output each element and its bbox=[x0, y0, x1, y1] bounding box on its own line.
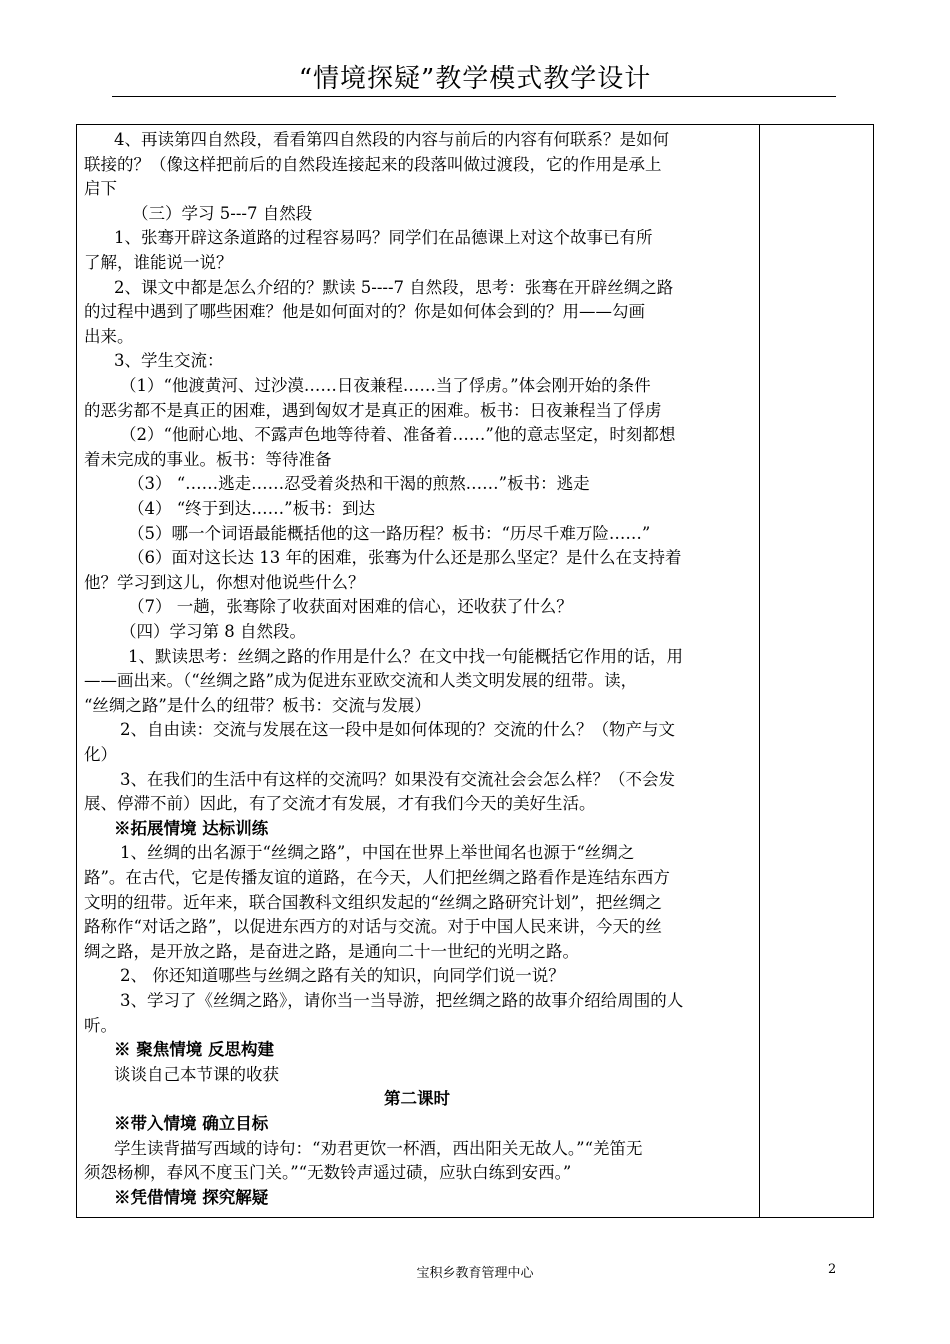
section-heading: ※拓展情境 达标训练 bbox=[114, 818, 269, 838]
header-divider bbox=[112, 96, 836, 97]
text-line: 化） bbox=[84, 745, 117, 764]
text-line: 路称作“对话之路”，以促进东西方的对话与交流。对于中国人民来讲，今天的丝 bbox=[84, 917, 662, 937]
footer-org: 宝积乡教育管理中心 bbox=[416, 1266, 534, 1281]
page-title: “情境探疑”教学模式教学设计 bbox=[298, 64, 652, 94]
text-line: 出来。 bbox=[84, 326, 134, 346]
text-line: 他？学习到这儿，你想对他说些什么？ bbox=[84, 572, 365, 592]
text-line: 绸之路，是开放之路，是奋进之路，是通向二十一世纪的光明之路。 bbox=[84, 941, 579, 961]
text-line: ——画出来。（“丝绸之路”成为促进东亚欧交流和人类文明发展的纽带。读， bbox=[84, 671, 638, 691]
text-line: 学生读背描写西域的诗句：“劝君更饮一杯酒，西出阳关无故人。”“羌笛无 bbox=[114, 1138, 643, 1158]
text-line: 3、学生交流： bbox=[114, 351, 224, 371]
text-line: 的过程中遇到了哪些困难？他是如何面对的？你是如何体会到的？用——勾画 bbox=[84, 302, 645, 322]
section-heading: ※凭借情境 探究解疑 bbox=[114, 1187, 269, 1207]
text-line: 1、默读思考：丝绸之路的作用是什么？在文中找一句能概括它作用的话，用 bbox=[128, 646, 683, 666]
text-line: 2、课文中都是怎么介绍的？默读 5----7 自然段，思考：张骞在开辟丝绸之路 bbox=[114, 277, 674, 297]
text-line: 听。 bbox=[84, 1015, 117, 1035]
text-line: （6）面对这长达 13 年的困难，张骞为什么还是那么坚定？是什么在支持着 bbox=[128, 548, 682, 568]
text-line: “丝绸之路”是什么的纽带？板书：交流与发展） bbox=[84, 695, 431, 715]
lesson-table bbox=[76, 124, 874, 1218]
page-number: 2 bbox=[828, 1262, 837, 1277]
text-line: 启下 bbox=[84, 179, 117, 199]
text-line: 3、学习了《丝绸之路》，请你当一当导游，把丝绸之路的故事介绍给周围的人 bbox=[120, 991, 684, 1010]
text-line: （1）“他渡黄河、过沙漠……日夜兼程……当了俘虏。”体会刚开始的条件 bbox=[120, 376, 651, 395]
text-line: 了解，谁能说一说？ bbox=[84, 253, 233, 272]
text-line: 4、再读第四自然段，看看第四自然段的内容与前后的内容有何联系？是如何 bbox=[114, 130, 669, 149]
text-line: 3、在我们的生活中有这样的交流吗？如果没有交流社会会怎么样？（不会发 bbox=[120, 769, 675, 789]
text-line: 联接的？（像这样把前后的自然段连接起来的段落叫做过渡段，它的作用是承上 bbox=[84, 154, 662, 174]
text-line: 的恶劣都不是真正的困难，遇到匈奴才是真正的困难。板书：日夜兼程当了俘虏 bbox=[84, 400, 662, 420]
text-line: （4） “终于到达……”板书：到达 bbox=[128, 499, 376, 518]
text-line: （3） “……逃走……忍受着炎热和干渴的煎熬……”板书：逃走 bbox=[128, 474, 590, 494]
lesson-period-title: 第二课时 bbox=[384, 1089, 450, 1109]
text-line: 2、 你还知道哪些与丝绸之路有关的知识，向同学们说一说？ bbox=[120, 966, 565, 986]
section-heading: （三）学习 5---7 自然段 bbox=[132, 203, 313, 223]
text-line: 1、张骞开辟这条道路的过程容易吗？同学们在品德课上对这个故事已有所 bbox=[114, 228, 653, 248]
text-line: （5）哪一个词语最能概括他的这一路历程？板书：“历尽千难万险……” bbox=[128, 523, 651, 543]
text-line: 1、丝绸的出名源于“丝绸之路”，中国在世界上举世闻名也源于“丝绸之 bbox=[120, 843, 635, 863]
text-line: 须怨杨柳，春风不度玉门关。”“无数铃声遥过碛，应驮白练到安西。” bbox=[84, 1163, 572, 1183]
text-line: 路”。在古代，它是传播友谊的道路，在今天，人们把丝绸之路看作是连结东西方 bbox=[84, 868, 670, 887]
text-line: 谈谈自己本节课的收获 bbox=[114, 1064, 279, 1084]
notes-column-divider bbox=[759, 125, 760, 1217]
text-line: 展、停滞不前）因此，有了交流才有发展，才有我们今天的美好生活。 bbox=[84, 794, 596, 814]
section-heading: ※ 聚焦情境 反思构建 bbox=[114, 1040, 274, 1060]
section-heading: ※带入情境 确立目标 bbox=[114, 1114, 269, 1133]
text-line: 2、自由读：交流与发展在这一段中是如何体现的？交流的什么？（物产与文 bbox=[120, 720, 675, 740]
section-heading: （四）学习第 8 自然段。 bbox=[120, 622, 306, 641]
text-line: 文明的纽带。近年来，联合国教科文组织发起的“丝绸之路研究计划”，把丝绸之 bbox=[84, 892, 662, 912]
text-line: 着未完成的事业。板书：等待准备 bbox=[84, 449, 332, 469]
text-line: （7） 一趟，张骞除了收获面对困难的信心，还收获了什么？ bbox=[128, 597, 573, 617]
text-line: （2）“他耐心地、不露声色地等待着、准备着……”他的意志坚定，时刻都想 bbox=[120, 425, 676, 445]
